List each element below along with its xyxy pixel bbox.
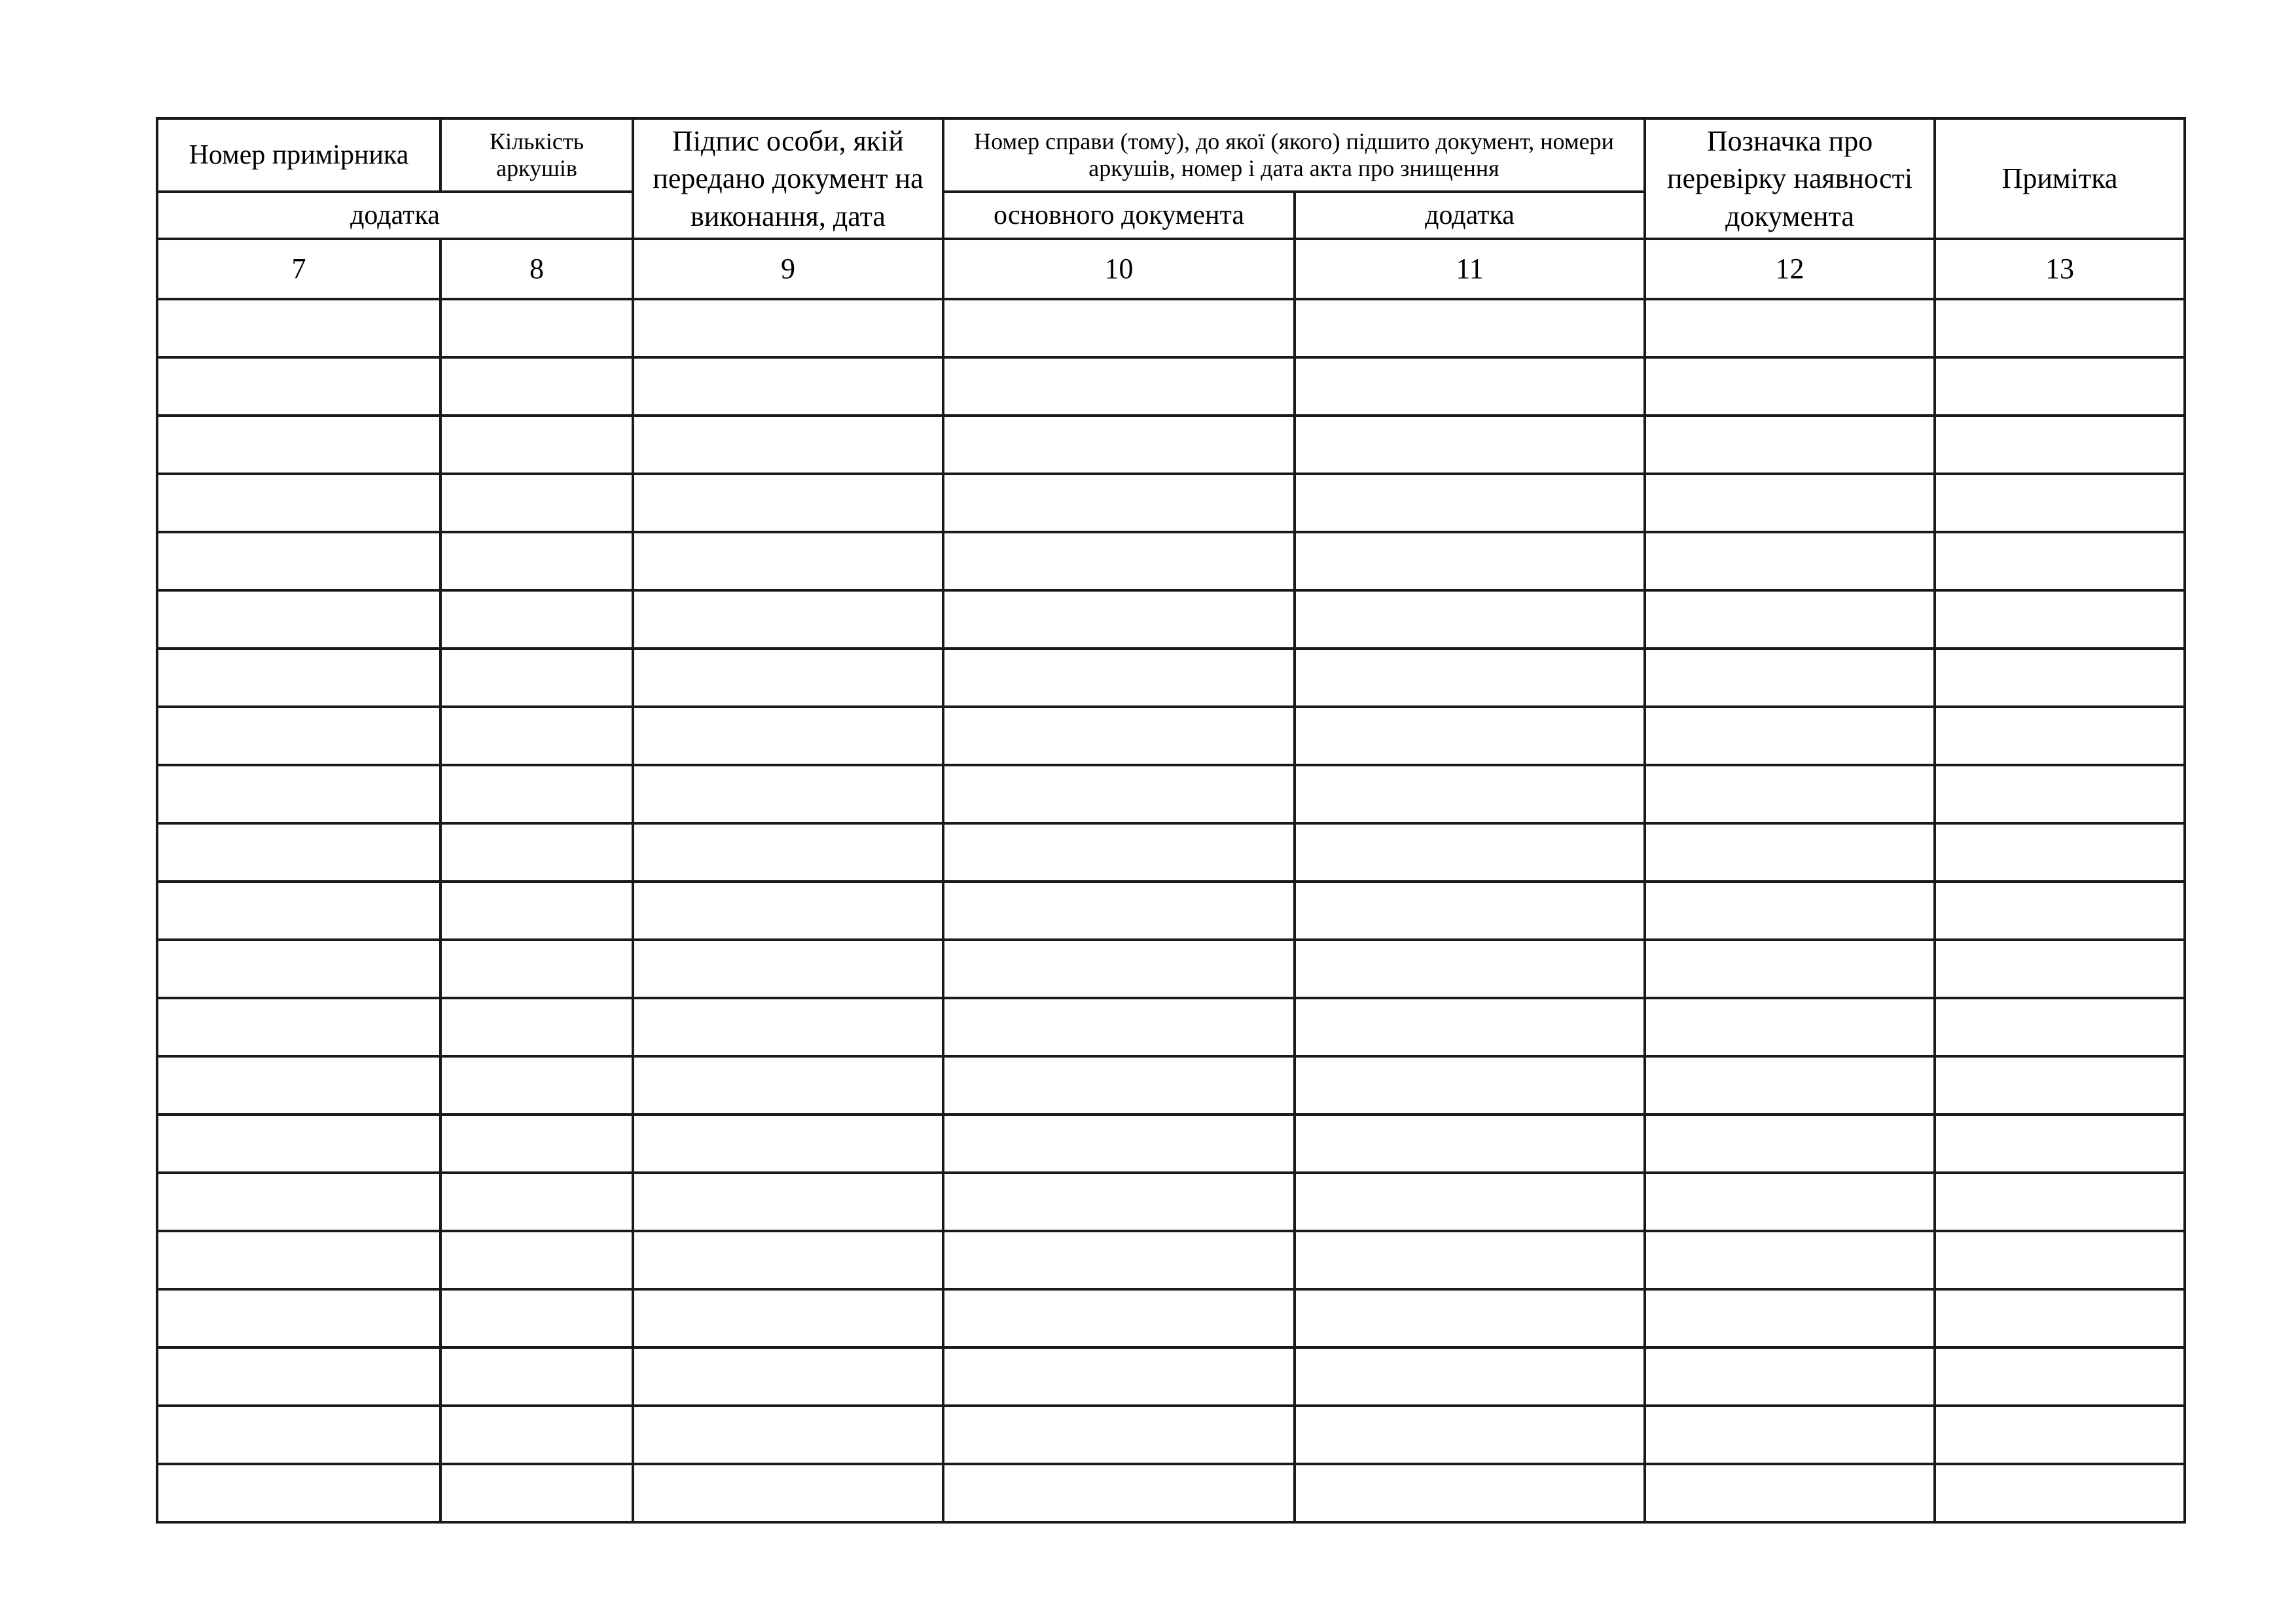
header-appendix-document: додатка: [1295, 192, 1645, 239]
column-number: 12: [1645, 239, 1935, 299]
table-cell[interactable]: [1645, 1173, 1935, 1231]
table-cell[interactable]: [633, 940, 943, 998]
table-cell[interactable]: [633, 1289, 943, 1347]
table-cell[interactable]: [943, 1173, 1295, 1231]
table-cell[interactable]: [440, 1464, 633, 1522]
table-cell[interactable]: [1645, 1347, 1935, 1406]
table-cell[interactable]: [157, 765, 440, 823]
table-cell[interactable]: [1295, 299, 1645, 357]
table-cell[interactable]: [1295, 474, 1645, 532]
table-cell[interactable]: [1295, 940, 1645, 998]
table-cell[interactable]: [440, 1231, 633, 1289]
table-cell[interactable]: [633, 1115, 943, 1173]
table-row: [157, 1464, 2185, 1522]
table-cell[interactable]: [943, 357, 1295, 416]
table-cell[interactable]: [633, 474, 943, 532]
table-cell[interactable]: [1295, 823, 1645, 882]
table-cell[interactable]: [157, 299, 440, 357]
table-cell[interactable]: [943, 1406, 1295, 1464]
table-cell[interactable]: [1645, 1289, 1935, 1347]
table-cell[interactable]: [1645, 1056, 1935, 1115]
column-number: 7: [157, 239, 440, 299]
table-row: [157, 765, 2185, 823]
table-cell[interactable]: [1935, 882, 2185, 940]
header-signature: Підпис особи, якій передано документ на виконання, дата: [633, 118, 943, 239]
table-cell[interactable]: [1935, 1464, 2185, 1522]
table-row: [157, 357, 2185, 416]
table-cell[interactable]: [157, 357, 440, 416]
column-number: 10: [943, 239, 1295, 299]
column-number: 9: [633, 239, 943, 299]
table-row: [157, 882, 2185, 940]
table-cell[interactable]: [1295, 532, 1645, 590]
table-cell[interactable]: [1295, 1056, 1645, 1115]
table-cell[interactable]: [157, 707, 440, 765]
table-cell[interactable]: [1645, 1115, 1935, 1173]
table-cell[interactable]: [157, 998, 440, 1056]
table-cell[interactable]: [1935, 299, 2185, 357]
table-cell[interactable]: [1935, 1173, 2185, 1231]
table-cell[interactable]: [943, 1464, 1295, 1522]
table-cell[interactable]: [440, 299, 633, 357]
table-cell[interactable]: [633, 649, 943, 707]
table-cell[interactable]: [1935, 1406, 2185, 1464]
table-cell[interactable]: [1645, 823, 1935, 882]
table-cell[interactable]: [1295, 998, 1645, 1056]
table-row: [157, 590, 2185, 649]
table-cell[interactable]: [1935, 1289, 2185, 1347]
table-cell[interactable]: [943, 1115, 1295, 1173]
table-cell[interactable]: [943, 1231, 1295, 1289]
table-cell[interactable]: [1645, 940, 1935, 998]
table-cell[interactable]: [440, 649, 633, 707]
table-cell[interactable]: [943, 474, 1295, 532]
table-row: [157, 299, 2185, 357]
table-cell[interactable]: [1645, 882, 1935, 940]
table-cell[interactable]: [1935, 416, 2185, 474]
table-cell[interactable]: [633, 299, 943, 357]
table-cell[interactable]: [633, 1347, 943, 1406]
header-appendix: додатка: [157, 192, 633, 239]
table-cell[interactable]: [633, 1464, 943, 1522]
table-cell[interactable]: [157, 532, 440, 590]
table-cell[interactable]: [633, 1231, 943, 1289]
table-cell[interactable]: [440, 882, 633, 940]
table-cell[interactable]: [1295, 416, 1645, 474]
column-number: 13: [1935, 239, 2185, 299]
table-cell[interactable]: [943, 823, 1295, 882]
table-cell[interactable]: [1645, 1406, 1935, 1464]
table-cell[interactable]: [1295, 765, 1645, 823]
table-row: [157, 998, 2185, 1056]
table-cell[interactable]: [1295, 882, 1645, 940]
table-cell[interactable]: [633, 707, 943, 765]
table-row: [157, 1173, 2185, 1231]
table-cell[interactable]: [1295, 1406, 1645, 1464]
table-cell[interactable]: [157, 882, 440, 940]
table-cell[interactable]: [1935, 1115, 2185, 1173]
table-cell[interactable]: [943, 707, 1295, 765]
table-cell[interactable]: [943, 299, 1295, 357]
table-cell[interactable]: [1645, 416, 1935, 474]
table-row: [157, 1289, 2185, 1347]
table-cell[interactable]: [1645, 998, 1935, 1056]
table-cell[interactable]: [1935, 765, 2185, 823]
table-cell[interactable]: [157, 649, 440, 707]
table-cell[interactable]: [943, 416, 1295, 474]
table-cell[interactable]: [1935, 474, 2185, 532]
table-cell[interactable]: [943, 1347, 1295, 1406]
table-cell[interactable]: [633, 882, 943, 940]
column-number: 8: [440, 239, 633, 299]
table-cell[interactable]: [943, 1289, 1295, 1347]
table-cell[interactable]: [1645, 532, 1935, 590]
table-cell[interactable]: [943, 1056, 1295, 1115]
table-cell[interactable]: [440, 1406, 633, 1464]
table-cell[interactable]: [1295, 707, 1645, 765]
table-cell[interactable]: [157, 1347, 440, 1406]
table-cell[interactable]: [1645, 1464, 1935, 1522]
table-cell[interactable]: [1935, 940, 2185, 998]
table-cell[interactable]: [1935, 1231, 2185, 1289]
table-row: [157, 1056, 2185, 1115]
table-cell[interactable]: [1645, 357, 1935, 416]
table-cell[interactable]: [943, 998, 1295, 1056]
table-cell[interactable]: [157, 1464, 440, 1522]
table-cell[interactable]: [1295, 1289, 1645, 1347]
table-cell[interactable]: [440, 416, 633, 474]
table-cell[interactable]: [943, 882, 1295, 940]
table-cell[interactable]: [1295, 1231, 1645, 1289]
table-cell[interactable]: [633, 357, 943, 416]
table-cell[interactable]: [157, 823, 440, 882]
table-cell[interactable]: [1645, 474, 1935, 532]
column-number: 11: [1295, 239, 1645, 299]
table-cell[interactable]: [633, 1173, 943, 1231]
table-cell[interactable]: [1295, 1173, 1645, 1231]
table-body: [157, 299, 2185, 1522]
table-cell[interactable]: [1935, 707, 2185, 765]
table-cell[interactable]: [157, 1231, 440, 1289]
table-cell[interactable]: [1295, 649, 1645, 707]
table-cell[interactable]: [440, 590, 633, 649]
table-cell[interactable]: [1645, 707, 1935, 765]
table-cell[interactable]: [1295, 590, 1645, 649]
table-cell[interactable]: [157, 474, 440, 532]
table-cell[interactable]: [157, 1056, 440, 1115]
table-cell[interactable]: [157, 1115, 440, 1173]
table-cell[interactable]: [633, 765, 943, 823]
table-row: [157, 649, 2185, 707]
table-row: [157, 532, 2185, 590]
table-cell[interactable]: [1645, 1231, 1935, 1289]
table-cell[interactable]: [1935, 1347, 2185, 1406]
table-cell[interactable]: [1645, 590, 1935, 649]
table-cell[interactable]: [943, 649, 1295, 707]
table-cell[interactable]: [440, 1173, 633, 1231]
table-cell[interactable]: [1295, 1347, 1645, 1406]
table-cell[interactable]: [440, 707, 633, 765]
table-cell[interactable]: [633, 998, 943, 1056]
table-cell[interactable]: [1935, 590, 2185, 649]
table-cell[interactable]: [440, 474, 633, 532]
table-cell[interactable]: [1935, 649, 2185, 707]
table-cell[interactable]: [943, 765, 1295, 823]
table-cell[interactable]: [1935, 998, 2185, 1056]
table-cell[interactable]: [633, 1406, 943, 1464]
table-cell[interactable]: [440, 1115, 633, 1173]
header-case-number: Номер справи (тому), до якої (якого) підшито документ, номери аркушів, номер і дата акта про знищення: [943, 118, 1645, 192]
header-check-mark: Позначка про перевірку наявності документа: [1645, 118, 1935, 239]
table-cell[interactable]: [1645, 299, 1935, 357]
table-cell[interactable]: [943, 590, 1295, 649]
header-note: Примітка: [1935, 118, 2185, 239]
table-cell[interactable]: [1935, 823, 2185, 882]
table-cell[interactable]: [1295, 1464, 1645, 1522]
table-cell[interactable]: [440, 1056, 633, 1115]
table-cell[interactable]: [1295, 357, 1645, 416]
table-cell[interactable]: [943, 532, 1295, 590]
table-cell[interactable]: [440, 1347, 633, 1406]
table-cell[interactable]: [1645, 765, 1935, 823]
table-cell[interactable]: [633, 532, 943, 590]
table-cell[interactable]: [440, 1289, 633, 1347]
header-main-document: основного документа: [943, 192, 1295, 239]
table-row: [157, 1347, 2185, 1406]
table-row: [157, 1115, 2185, 1173]
table-cell[interactable]: [1935, 357, 2185, 416]
table-row: [157, 474, 2185, 532]
table-row: [157, 823, 2185, 882]
table-cell[interactable]: [440, 765, 633, 823]
register-table: [156, 117, 2186, 1524]
table-cell[interactable]: [633, 416, 943, 474]
table-cell[interactable]: [157, 1406, 440, 1464]
table-row: [157, 1406, 2185, 1464]
table-cell[interactable]: [633, 590, 943, 649]
table-row: [157, 940, 2185, 998]
table-cell[interactable]: [633, 1056, 943, 1115]
table-row: [157, 707, 2185, 765]
table-cell[interactable]: [633, 823, 943, 882]
table-cell[interactable]: [440, 998, 633, 1056]
table-cell[interactable]: [1295, 1115, 1645, 1173]
table-cell[interactable]: [1935, 1056, 2185, 1115]
table-cell[interactable]: [1645, 649, 1935, 707]
table-cell[interactable]: [157, 940, 440, 998]
header-sheet-count: Кількість аркушів: [440, 118, 633, 192]
table-cell[interactable]: [157, 590, 440, 649]
table-cell[interactable]: [1935, 532, 2185, 590]
column-number-row: [157, 239, 2185, 299]
table-cell[interactable]: [440, 357, 633, 416]
table-cell[interactable]: [157, 416, 440, 474]
table-cell[interactable]: [440, 940, 633, 998]
header-copy-number: Номер примірника: [157, 118, 440, 192]
table-cell[interactable]: [440, 532, 633, 590]
table-cell[interactable]: [943, 940, 1295, 998]
table-cell[interactable]: [157, 1289, 440, 1347]
table-row: [157, 1231, 2185, 1289]
table-cell[interactable]: [157, 1173, 440, 1231]
table-cell[interactable]: [440, 823, 633, 882]
table-row: [157, 416, 2185, 474]
